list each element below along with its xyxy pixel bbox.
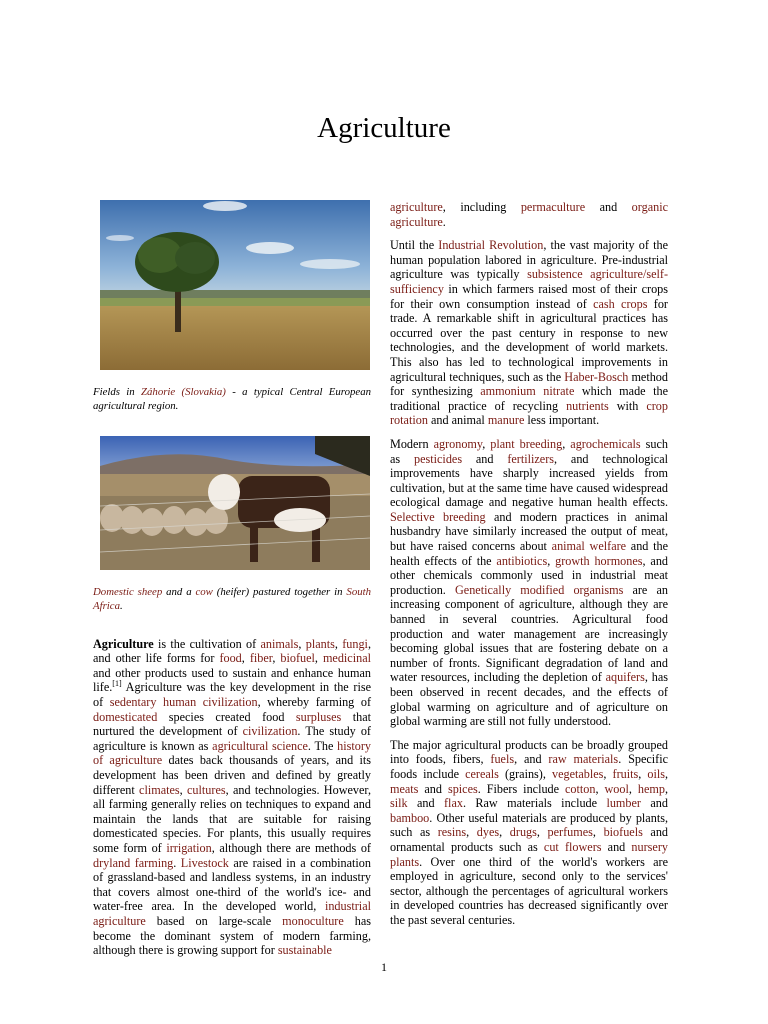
bold-term: Agriculture	[93, 636, 154, 651]
left-text	[93, 637, 371, 958]
wiki-link[interactable]: growth hormones	[555, 553, 643, 568]
text-run: and ornamental products such as	[390, 825, 669, 854]
wiki-link[interactable]: vegetables	[551, 766, 604, 781]
text-run: . Raw materials include	[462, 796, 607, 811]
text-run: based on large-scale	[145, 913, 283, 928]
wiki-link[interactable]: Industrial Revolution	[438, 238, 544, 253]
text-run: species created food	[157, 709, 296, 724]
text-run: ,	[603, 766, 613, 781]
text-run: and	[601, 839, 632, 854]
figure-caption	[93, 585, 371, 614]
text-run: method for synthesizing	[390, 369, 668, 399]
text-run: and a	[162, 585, 196, 598]
text-run: such as	[390, 436, 669, 466]
text-run: ,	[595, 781, 605, 796]
text-run: , whereby farming of	[257, 695, 371, 709]
body-paragraph	[93, 637, 371, 958]
text-run: ,	[562, 436, 571, 451]
text-run: , and other chemicals commonly used in industrial meat production.	[390, 553, 669, 597]
wiki-link[interactable]: spices	[447, 781, 478, 796]
text-run: ,	[272, 651, 281, 666]
wiki-link[interactable]: manure	[487, 413, 525, 428]
wiki-link[interactable]: Livestock	[180, 855, 229, 870]
text-run: which made the traditional practice of recycling	[390, 384, 668, 413]
text-run: for trade. A remarkable shift in agricultural practices has occurred over the past century in response to new technologies, and the development of world markets. This also has led to technological improvements in agricultural techniques, such as the	[390, 296, 668, 384]
wiki-link[interactable]: organic agriculture	[390, 200, 668, 229]
text-run: dates back thousands of years, and its development has been driven and defined by greatly different	[93, 753, 371, 797]
wiki-link[interactable]: bamboo	[390, 810, 430, 825]
text-run: . Fibers include	[477, 781, 566, 796]
body-paragraph	[390, 437, 668, 729]
text-run: .	[442, 214, 446, 229]
wiki-link[interactable]: surpluses	[295, 709, 342, 724]
wiki-link[interactable]: plants	[305, 636, 335, 651]
wiki-link[interactable]: cultures	[187, 782, 226, 797]
text-run: , although there are methods of	[211, 840, 371, 855]
text-run: , and other life forms for	[93, 636, 371, 666]
text-run: ,	[466, 825, 477, 840]
text-run: , and technologies. However, all farming generally relies on techniques to expand and maintain the lands that are suitable for raising domesticated species. For plants, this usually requires some form of	[93, 782, 372, 855]
wiki-link[interactable]: plant breeding	[490, 436, 563, 451]
text-run: in which farmers raised most of their crops for their own consumption instead of	[390, 281, 668, 311]
wiki-link[interactable]: Záhorie (Slovakia)	[141, 386, 226, 398]
wiki-link[interactable]: irrigation	[166, 840, 212, 855]
wiki-link[interactable]: oils	[647, 766, 665, 781]
text-run: ,	[592, 825, 604, 840]
wiki-link[interactable]: Haber-Bosch	[564, 369, 629, 384]
text-run: is the cultivation of	[153, 636, 261, 651]
text-run: , has been observed in recent decades, and the effects of global warming on agriculture and of agriculture on global warming are still not fully understood.	[390, 670, 669, 729]
text-run: and the health effects of the	[390, 539, 668, 568]
citation-ref[interactable]: [1]	[112, 679, 122, 689]
wiki-link[interactable]: animal welfare	[551, 539, 627, 554]
body-paragraph	[390, 738, 668, 928]
wiki-link[interactable]: human civilization	[163, 695, 258, 709]
wiki-link[interactable]: monoculture	[282, 913, 344, 928]
right-column	[390, 200, 668, 937]
wiki-link[interactable]: fuels	[490, 752, 515, 767]
wiki-link[interactable]: raw materials	[548, 752, 619, 767]
page-number: 1	[381, 960, 387, 974]
wiki-link[interactable]: crop rotation	[390, 398, 668, 428]
text-run: , and technological improvements have sharply increased yields from cultivation, but at the same time have caused widespread ecological damage and negative human health effects.	[390, 451, 668, 510]
wiki-link[interactable]: cash crops	[593, 296, 648, 311]
wiki-link[interactable]: agronomy	[433, 436, 483, 451]
wiki-link[interactable]: climates	[139, 782, 180, 797]
text-run: ,	[628, 781, 638, 796]
text-run: . Specific foods include	[390, 752, 668, 781]
text-run: are raised in a combination of grassland-based and landless systems, in an industry that covers almost one-third of the world's ice- and water-free area. In the developed world,	[93, 855, 371, 914]
wiki-link[interactable]: subsistence agriculture/self-sufficiency	[390, 267, 668, 296]
wiki-link[interactable]: animals	[260, 636, 299, 651]
wiki-link[interactable]: dyes	[476, 825, 500, 840]
wiki-link[interactable]: aquifers	[605, 670, 645, 685]
wiki-link[interactable]: dryland farming	[93, 855, 174, 870]
wiki-link[interactable]: Selective breeding	[390, 509, 486, 524]
text-run: Agriculture was the key development in the rise of	[93, 680, 371, 709]
figure-caption	[93, 385, 371, 414]
text-run: Modern	[390, 436, 434, 451]
wiki-link[interactable]: resins	[437, 825, 467, 840]
wiki-link[interactable]: cow	[195, 585, 213, 598]
text-run: . Over one third of the world's workers are employed in agriculture, second only to the services' sector, although the percentages of agricultural workers in developed countries has decreased significantly over the past several centuries.	[390, 854, 668, 927]
wiki-link[interactable]: fungi	[342, 636, 368, 651]
text-run: and modern practices in animal husbandry have similarly increased the output of meat, but have raised concerns about	[390, 509, 668, 554]
text-run: , including	[442, 200, 521, 214]
wiki-link[interactable]: nursery plants	[390, 839, 668, 869]
wiki-link[interactable]: nutrients	[566, 398, 609, 413]
wiki-link[interactable]: Domestic sheep	[93, 585, 163, 598]
text-run: Fields in	[93, 386, 142, 398]
wiki-link[interactable]: medicinal	[322, 651, 371, 666]
figure-fields	[93, 200, 371, 414]
wiki-link[interactable]: civilization	[242, 724, 298, 739]
wiki-link[interactable]: agricultural science	[212, 738, 308, 753]
figure-livestock	[93, 436, 371, 614]
text-run: The major agricultural products can be broadly grouped into foods, fibers,	[390, 737, 668, 767]
text-run: ,	[179, 782, 188, 797]
text-run: and	[640, 796, 668, 811]
wiki-link[interactable]: pesticides	[414, 451, 463, 466]
wiki-link[interactable]: flax	[444, 796, 463, 811]
sheep-and-cow-photo	[100, 436, 370, 570]
text-run: with	[608, 398, 647, 413]
text-run: less important.	[524, 413, 600, 428]
tree-in-wheat-field-photo	[100, 200, 370, 370]
wiki-link[interactable]: fruits	[612, 766, 639, 781]
text-run: ,	[664, 766, 669, 781]
text-run: and	[418, 781, 448, 796]
text-run: and	[462, 451, 508, 466]
wiki-link[interactable]: agriculture	[390, 200, 443, 214]
body-paragraph	[390, 200, 668, 229]
text-run: . Other useful materials are produced by plants, such as	[390, 810, 668, 840]
text-run: and other products used to sustain and enhance human life.	[93, 665, 371, 695]
text-run: .	[120, 600, 123, 613]
wiki-link[interactable]: biofuels	[603, 825, 643, 840]
wiki-link[interactable]: cut flowers	[543, 839, 602, 854]
wiki-link[interactable]: silk	[390, 796, 408, 811]
text-run: .	[173, 855, 181, 870]
wiki-link[interactable]: South Africa	[93, 585, 372, 613]
wiki-link[interactable]: biofuel	[280, 651, 315, 666]
text-run: ,	[334, 636, 343, 651]
text-run: and	[407, 796, 444, 811]
text-run: ,	[664, 781, 669, 796]
text-run: . The study of agriculture is known as	[93, 724, 371, 753]
wiki-link[interactable]: sedentary	[109, 695, 157, 709]
text-run: - a typical Central European agricultural region.	[93, 386, 371, 413]
text-run: ,	[638, 766, 648, 781]
wiki-link[interactable]: lumber	[606, 796, 641, 811]
wiki-link[interactable]: sustainable	[277, 943, 332, 958]
wiki-link[interactable]: agrochemicals	[570, 436, 641, 451]
wiki-link[interactable]: Genetically modified organisms	[455, 582, 624, 597]
wiki-link[interactable]: permaculture	[520, 200, 586, 214]
text-run: ,	[499, 825, 510, 840]
text-run: ,	[536, 825, 548, 840]
page-title: Agriculture	[317, 112, 451, 144]
wiki-link[interactable]: fiber	[249, 651, 273, 666]
wiki-link[interactable]: meats	[390, 781, 419, 796]
text-run: (grains),	[498, 766, 552, 781]
text-run: ,	[314, 651, 323, 666]
wiki-link[interactable]: perfumes	[547, 825, 593, 840]
left-column	[93, 200, 371, 967]
text-run	[156, 695, 163, 709]
wiki-link[interactable]: wool	[604, 781, 629, 796]
wiki-link[interactable]: antibiotics	[496, 553, 548, 568]
body-paragraph	[390, 238, 668, 428]
text-run: and animal	[427, 413, 488, 428]
wiki-link[interactable]: food	[219, 651, 242, 666]
wiki-link[interactable]: fertilizers	[507, 451, 555, 466]
text-run: and	[585, 200, 632, 214]
text-run: , the vast majority of the human population labored in agriculture. Pre-industrial agriculture was typically	[390, 238, 669, 282]
text-run: ,	[482, 436, 491, 451]
wiki-link[interactable]: cotton	[565, 781, 596, 796]
text-run: Until the	[390, 238, 439, 253]
wiki-link[interactable]: industrial agriculture	[93, 899, 371, 928]
text-run: has become the dominant system of modern farming, although there is growing support for	[93, 913, 371, 958]
text-run: ,	[241, 651, 250, 666]
text-run: . The	[307, 738, 338, 753]
wiki-link[interactable]: hemp	[637, 781, 665, 796]
text-run: (heifer) pastured together in	[212, 585, 347, 598]
wiki-link[interactable]: history of agriculture	[93, 738, 372, 768]
text-run: are an increasing component of agriculture, although they are banned in several countries. Agricultural food production and water management are increasingly becoming global issues that are fostering debate on a number of fronts. Significant degradation of land and water resources, including the depletion of	[390, 582, 668, 685]
text-run: that nurtured the development of	[93, 709, 371, 739]
text-run: ,	[547, 553, 556, 568]
wiki-link[interactable]: domesticated	[93, 709, 158, 724]
text-run: ,	[298, 636, 306, 651]
wiki-link[interactable]: drugs	[509, 825, 537, 840]
text-run: , and	[514, 752, 549, 767]
wiki-link[interactable]: cereals	[465, 766, 499, 781]
wiki-link[interactable]: ammonium nitrate	[480, 384, 575, 399]
